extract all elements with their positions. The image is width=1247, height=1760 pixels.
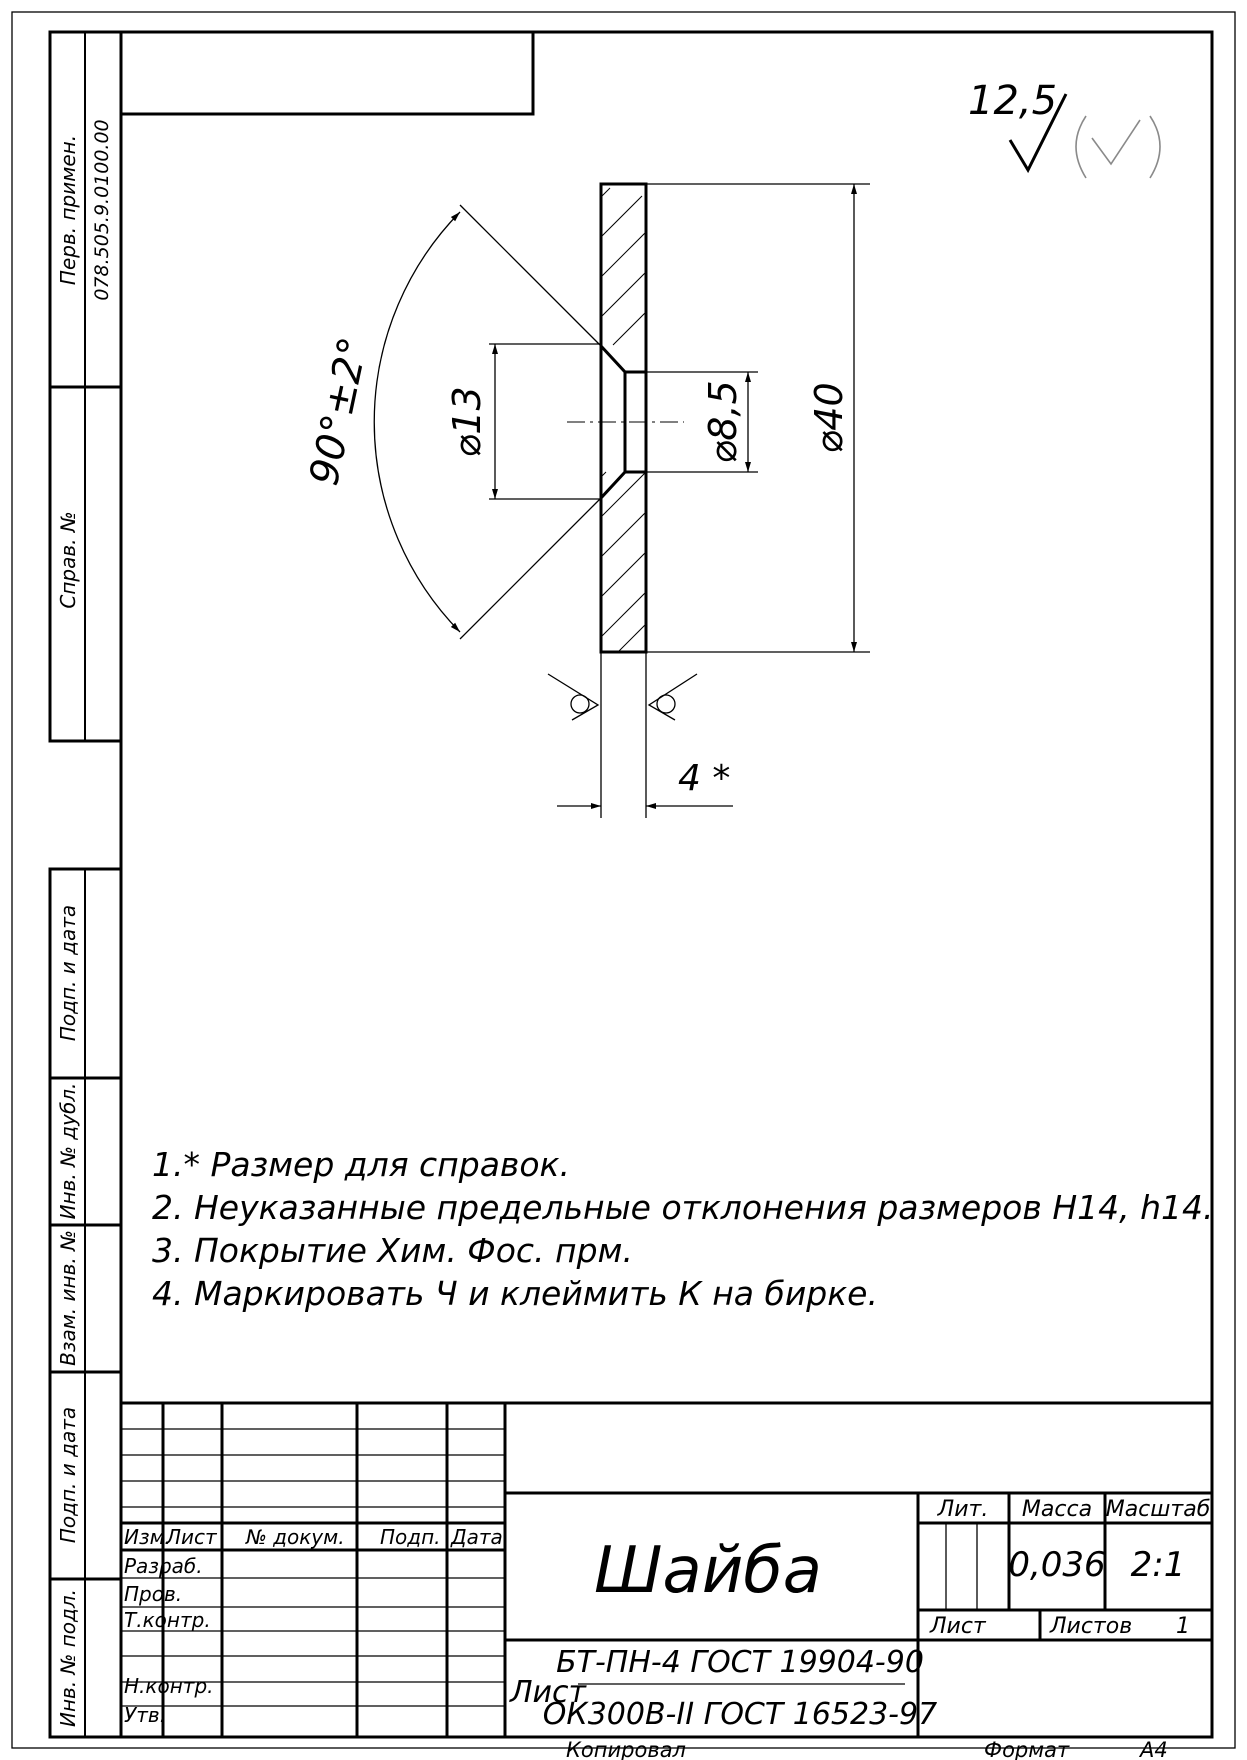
dim-d13: ⌀13	[445, 386, 489, 458]
angle-dim: 90°±2°	[301, 333, 378, 490]
surface-mark-right	[649, 674, 697, 720]
perv-primen-label: Перв. примен.	[56, 134, 80, 286]
perv-primen-value: 078.505.9.0100.00	[91, 119, 113, 301]
footer	[566, 1738, 1168, 1760]
note-2: 2. Неуказанные предельные отклонения размеров H14, h14.	[152, 1188, 1214, 1227]
format-label: Формат	[984, 1738, 1070, 1760]
lit-label: Лит.	[937, 1497, 989, 1522]
dim-d40: ⌀40	[807, 382, 851, 454]
roughness-symbol	[968, 78, 1160, 178]
sprav-no-label: Справ. №	[56, 511, 80, 609]
massa-label: Масса	[1021, 1497, 1093, 1522]
col-izm: Изм.	[124, 1525, 172, 1549]
note-1: 1.* Размер для справок.	[152, 1145, 570, 1184]
dimensions	[301, 184, 870, 818]
material-prefix: Лист	[510, 1675, 587, 1710]
massa-value: 0,036	[1008, 1545, 1106, 1585]
note-4: 4. Маркировать Ч и клеймить К на бирке.	[152, 1274, 878, 1313]
dim-thickness: 4 *	[678, 758, 731, 799]
masshtab-label: Масштаб	[1105, 1497, 1211, 1522]
note-3: 3. Покрытие Хим. Фос. прм.	[152, 1231, 633, 1270]
col-data: Дата	[451, 1525, 503, 1549]
row-nkontr: Н.контр.	[124, 1674, 214, 1698]
part-name: Шайба	[594, 1534, 822, 1608]
roughness-value: 12,5	[968, 78, 1058, 124]
row-utv: Утв.	[124, 1703, 166, 1727]
listov-value: 1	[1176, 1614, 1190, 1639]
podp-data-label-1: Подп. и дата	[56, 904, 80, 1042]
col-dokum: № докум.	[246, 1525, 345, 1549]
col-podp: Подп.	[380, 1525, 441, 1549]
washer-section	[567, 184, 684, 652]
kopiroval-label: Копировал	[566, 1738, 686, 1760]
title-block	[121, 1403, 1212, 1737]
format-value: А4	[1140, 1738, 1168, 1760]
col-list: Лист	[166, 1525, 217, 1549]
dim-d8-5: ⌀8,5	[701, 380, 745, 464]
left-stamp	[50, 32, 121, 1737]
row-tkontr: Т.контр.	[124, 1608, 211, 1632]
inv-dubl-label: Инв. № дубл.	[56, 1082, 80, 1220]
inv-podl-label: Инв. № подл.	[56, 1589, 80, 1727]
list-label: Лист	[930, 1614, 986, 1639]
masshtab-value: 2:1	[1130, 1545, 1186, 1585]
podp-data-label-2: Подп. и дата	[56, 1406, 80, 1544]
material-bottom: ОК300В-II ГОСТ 16523-97	[542, 1697, 938, 1732]
surface-mark-left	[548, 674, 598, 720]
frame	[12, 12, 1235, 1748]
material-top: БТ-ПН-4 ГОСТ 19904-90	[556, 1645, 924, 1680]
vzam-inv-label: Взам. инв. №	[56, 1230, 80, 1366]
listov-label: Листов	[1050, 1614, 1133, 1639]
row-razrab: Разраб.	[124, 1554, 203, 1578]
row-prov: Пров.	[124, 1582, 183, 1606]
technical-notes	[152, 1145, 1214, 1313]
